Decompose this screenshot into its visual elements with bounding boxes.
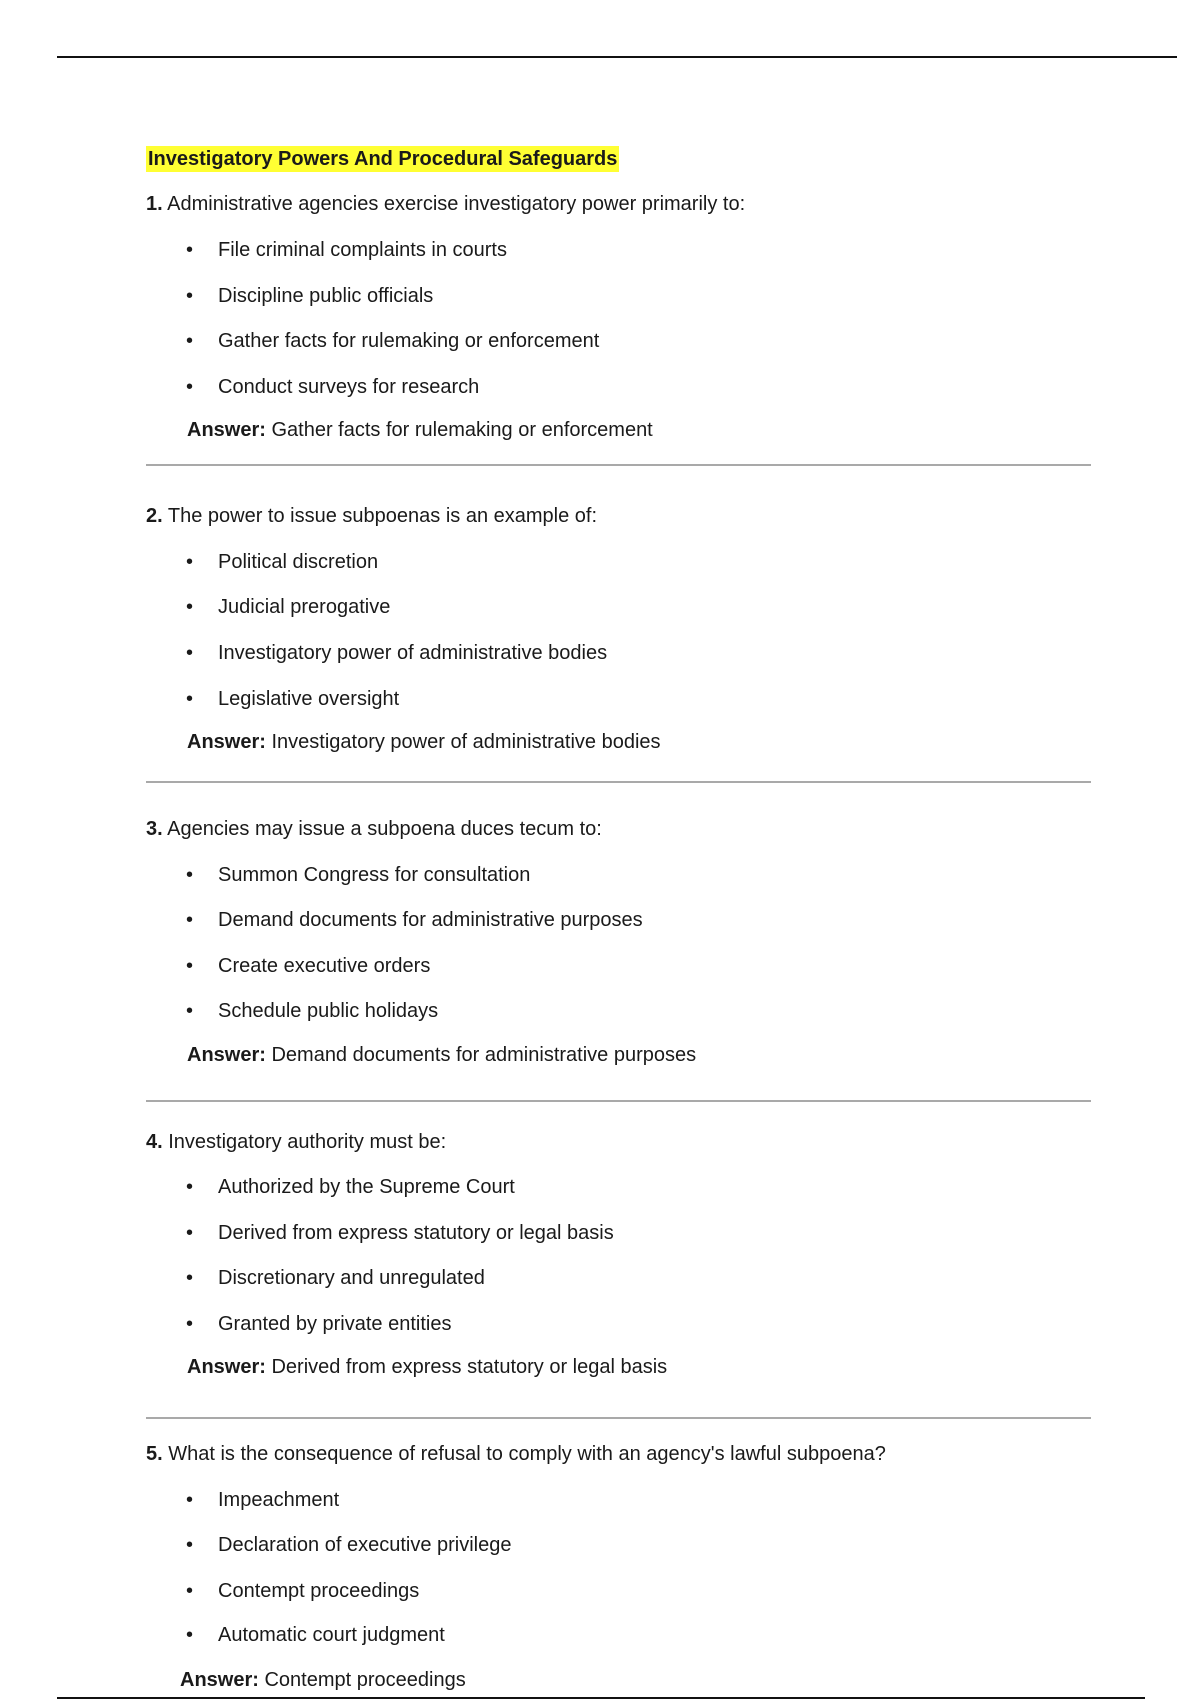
bullet-icon: • [186, 1313, 194, 1335]
option-label: File criminal complaints in courts [218, 239, 507, 261]
question-number: 1. [146, 193, 163, 215]
page-bottom-rule [57, 1697, 1145, 1699]
option-label: Summon Congress for consultation [218, 864, 531, 886]
question-prompt: Administrative agencies exercise investigatory power primarily to: [162, 193, 746, 215]
bullet-icon: • [186, 285, 194, 307]
question-text [146, 503, 597, 529]
option-label: Legislative oversight [218, 688, 400, 710]
option-label: Conduct surveys for research [218, 376, 480, 398]
option-label: Discipline public officials [218, 285, 434, 307]
option-label: Discretionary and unregulated [218, 1267, 485, 1289]
question-prompt: Investigatory authority must be: [162, 1131, 447, 1153]
bullet-icon: • [186, 596, 194, 618]
answer-text: Demand documents for administrative purposes [265, 1044, 697, 1066]
option-label: Schedule public holidays [218, 1000, 439, 1022]
question-divider [146, 1100, 1091, 1102]
answer-line [187, 729, 661, 755]
question-prompt: Agencies may issue a subpoena duces tecum to: [162, 818, 602, 840]
bullet-icon: • [186, 330, 194, 352]
bullet-icon: • [186, 864, 194, 886]
bullet-icon: • [186, 1580, 194, 1602]
bullet-icon: • [186, 239, 194, 261]
option-label: Impeachment [218, 1489, 340, 1511]
option-label: Investigatory power of administrative bodies [218, 642, 608, 664]
answer-label: Answer: [180, 1669, 259, 1691]
option-label: Automatic court judgment [218, 1624, 445, 1646]
bullet-icon: • [186, 1624, 194, 1646]
question-text [146, 191, 745, 217]
question-text [146, 1441, 886, 1467]
question-divider [146, 1417, 1091, 1419]
bullet-icon: • [186, 551, 194, 573]
bullet-icon: • [186, 1489, 194, 1511]
document-title: Investigatory Powers And Procedural Safeguards [148, 148, 618, 170]
question-number: 5. [146, 1443, 163, 1465]
bullet-icon: • [186, 1176, 194, 1198]
question-number: 4. [146, 1131, 163, 1153]
answer-label: Answer: [187, 1356, 266, 1378]
question-prompt: What is the consequence of refusal to comply with an agency's lawful subpoena? [162, 1443, 886, 1465]
option-label: Gather facts for rulemaking or enforcement [218, 330, 600, 352]
bullet-icon: • [186, 688, 194, 710]
page-top-rule [57, 56, 1177, 58]
option-label: Declaration of executive privilege [218, 1534, 512, 1556]
question-number: 2. [146, 505, 163, 527]
question-prompt: The power to issue subpoenas is an example of: [162, 505, 598, 527]
answer-label: Answer: [187, 731, 266, 753]
bullet-icon: • [186, 642, 194, 664]
option-label: Political discretion [218, 551, 379, 573]
option-label: Judicial prerogative [218, 596, 391, 618]
option-label: Contempt proceedings [218, 1580, 420, 1602]
bullet-icon: • [186, 909, 194, 931]
answer-text: Derived from express statutory or legal basis [265, 1356, 668, 1378]
bullet-icon: • [186, 376, 194, 398]
bullet-icon: • [186, 1000, 194, 1022]
option-label: Create executive orders [218, 955, 431, 977]
question-divider [146, 781, 1091, 783]
question-text [146, 816, 602, 842]
answer-line [180, 1667, 466, 1693]
answer-text: Investigatory power of administrative bodies [265, 731, 661, 753]
question-number: 3. [146, 818, 163, 840]
answer-label: Answer: [187, 1044, 266, 1066]
option-label: Granted by private entities [218, 1313, 452, 1335]
option-label: Derived from express statutory or legal basis [218, 1222, 614, 1244]
answer-line [187, 1042, 696, 1068]
option-label: Demand documents for administrative purposes [218, 909, 643, 931]
bullet-icon: • [186, 955, 194, 977]
answer-text: Gather facts for rulemaking or enforcement [265, 419, 653, 441]
answer-text: Contempt proceedings [258, 1669, 466, 1691]
question-text [146, 1129, 446, 1155]
answer-label: Answer: [187, 419, 266, 441]
bullet-icon: • [186, 1534, 194, 1556]
question-divider [146, 464, 1091, 466]
answer-line [187, 417, 653, 443]
option-label: Authorized by the Supreme Court [218, 1176, 515, 1198]
bullet-icon: • [186, 1222, 194, 1244]
bullet-icon: • [186, 1267, 194, 1289]
answer-line [187, 1354, 667, 1380]
